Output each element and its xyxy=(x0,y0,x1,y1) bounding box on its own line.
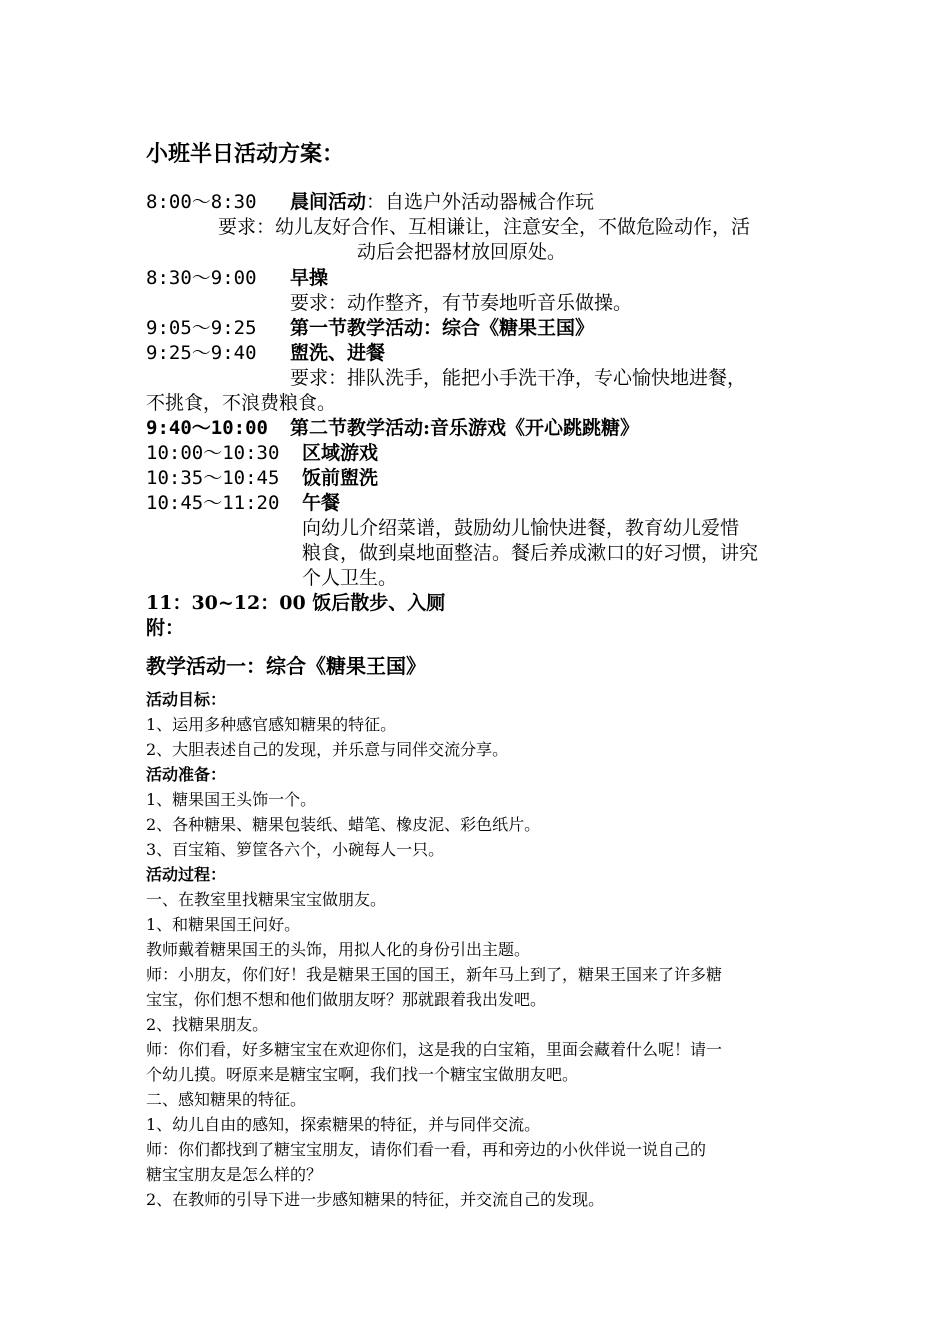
goal-2: 2、大胆表述自己的发现，并乐意与同伴交流分享。 xyxy=(146,740,509,759)
schedule-label-4: 盥洗、进餐 xyxy=(290,342,386,364)
schedule-time-1: 8:00～8:30 xyxy=(146,191,257,213)
schedule-time-2: 8:30～9:00 xyxy=(146,267,257,289)
schedule-label-1: 晨间活动 xyxy=(290,191,367,213)
prep-heading: 活动准备： xyxy=(146,765,227,784)
process-step-4b: 宝宝，你们想不想和他们做朋友呀？那就跟着我出发吧。 xyxy=(146,990,547,1009)
process-step-6b: 个幼儿摸。呀原来是糖宝宝啊，我们找一个糖宝宝做朋友吧。 xyxy=(146,1065,579,1084)
process-step-9a: 师：你们都找到了糖宝宝朋友，请你们看一看，再和旁边的小伙伴说一说自己的 xyxy=(146,1140,707,1159)
schedule-description-8b: 粮食，做到桌地面整洁。餐后养成漱口的好习惯，讲究 xyxy=(302,542,759,564)
prep-1: 1、糖果国王头饰一个。 xyxy=(146,790,317,809)
prep-2: 2、各种糖果、糖果包装纸、蜡笔、橡皮泥、彩色纸片。 xyxy=(146,815,541,834)
process-step-2: 1、和糖果国王问好。 xyxy=(146,915,301,934)
schedule-label-7: 饭前盥洗 xyxy=(302,467,379,489)
schedule-item-9: 11：30~12：00 饭后散步、入厕 xyxy=(146,592,446,614)
schedule-time-4: 9:25～9:40 xyxy=(146,342,257,364)
schedule-description-8c: 个人卫生。 xyxy=(302,567,398,589)
process-heading: 活动过程： xyxy=(146,865,227,884)
schedule-label-6: 区域游戏 xyxy=(302,442,379,464)
process-step-5: 2、找糖果朋友。 xyxy=(146,1015,269,1034)
schedule-label-8: 午餐 xyxy=(302,492,341,514)
process-step-9b: 糖宝宝朋友是怎么样的？ xyxy=(146,1165,323,1184)
process-step-10: 2、在教师的引导下进一步感知糖果的特征，并交流自己的发现。 xyxy=(146,1190,605,1209)
process-step-6a: 师：你们看，好多糖宝宝在欢迎你们，这是我的白宝箱，里面会藏着什么呢！请一 xyxy=(146,1040,723,1059)
schedule-label-5: 第二节教学活动:音乐游戏《开心跳跳糖》 xyxy=(290,417,640,439)
process-step-4a: 师：小朋友，你们好！我是糖果王国的国王，新年马上到了，糖果王国来了许多糖 xyxy=(146,965,723,984)
appendix-label: 附： xyxy=(146,617,185,639)
goals-heading: 活动目标： xyxy=(146,690,227,709)
prep-3: 3、百宝箱、箩筐各六个，小碗每人一只。 xyxy=(146,840,445,859)
schedule-requirement-4b: 不挑食，不浪费粮食。 xyxy=(146,392,337,414)
schedule-description-8a: 向幼儿介绍菜谱，鼓励幼儿愉快进餐，教育幼儿爱惜 xyxy=(302,517,740,539)
process-step-8: 1、幼儿自由的感知，探索糖果的特征，并与同伴交流。 xyxy=(146,1115,541,1134)
schedule-time-3: 9:05～9:25 xyxy=(146,317,257,339)
activity-title: 教学活动一：综合《糖果王国》 xyxy=(146,654,426,678)
schedule-time-8: 10:45～11:20 xyxy=(146,492,280,514)
schedule-label-2: 早操 xyxy=(290,267,329,289)
page-title: 小班半日活动方案： xyxy=(146,141,345,167)
schedule-time-6: 10:00～10:30 xyxy=(146,442,280,464)
goal-1: 1、运用多种感官感知糖果的特征。 xyxy=(146,715,397,734)
schedule-time-5: 9:40～10:00 xyxy=(146,417,268,439)
schedule-item-1 xyxy=(290,187,594,214)
schedule-time-7: 10:35～10:45 xyxy=(146,467,280,489)
schedule-requirement-1b: 动后会把器材放回原处。 xyxy=(357,241,567,263)
schedule-detail-1: ：自选户外活动器械合作玩 xyxy=(366,191,595,213)
process-step-3: 教师戴着糖果国王的头饰，用拟人化的身份引出主题。 xyxy=(146,940,531,959)
schedule-requirement-2: 要求：动作整齐，有节奏地听音乐做操。 xyxy=(290,292,633,314)
schedule-requirement-1a: 要求：幼儿友好合作、互相谦让，注意安全，不做危险动作，活 xyxy=(218,216,751,238)
schedule-label-3: 第一节教学活动：综合《糖果王国》 xyxy=(290,317,595,339)
process-step-7: 二、感知糖果的特征。 xyxy=(146,1090,307,1109)
process-step-1: 一、在教室里找糖果宝宝做朋友。 xyxy=(146,890,387,909)
schedule-requirement-4a: 要求：排队洗手，能把小手洗干净，专心愉快地进餐， xyxy=(290,367,747,389)
